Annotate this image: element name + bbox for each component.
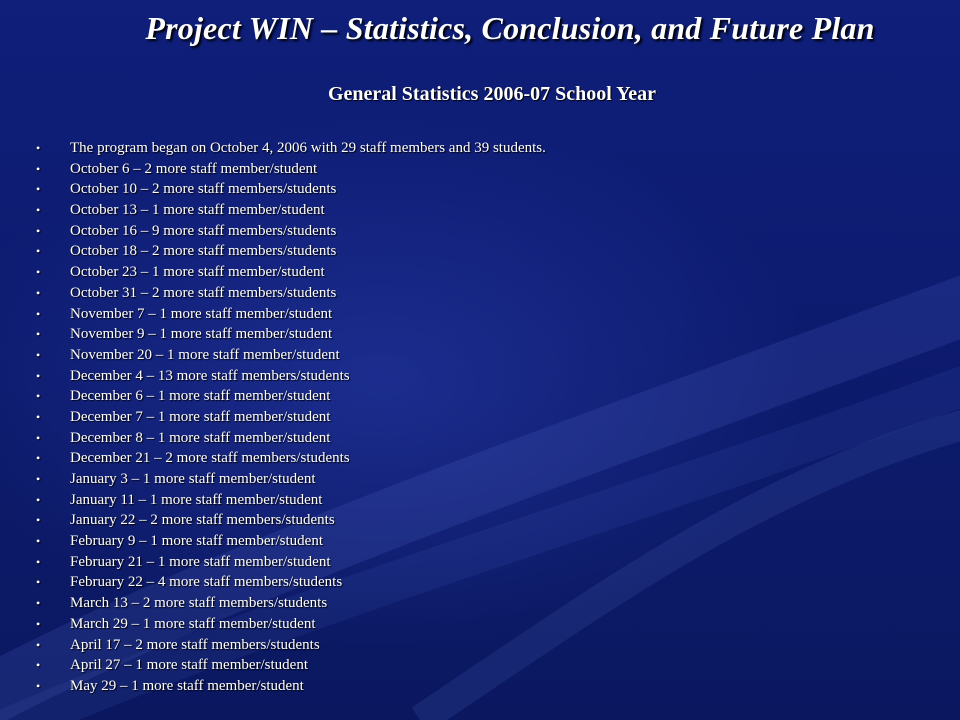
list-item-text: February 21 – 1 more staff member/student [70,553,331,570]
bullet-icon: • [36,223,41,238]
list-item [36,262,546,283]
bullet-icon: • [36,389,41,404]
bullet-icon: • [36,658,41,673]
list-item-text: December 6 – 1 more staff member/student [70,388,331,405]
list-item [36,304,546,325]
bullet-icon: • [36,492,41,507]
bullet-icon: • [36,534,41,549]
bullet-icon: • [36,409,41,424]
list-item [36,572,546,593]
list-item [36,138,546,159]
list-item [36,635,546,656]
list-item-text: December 8 – 1 more staff member/student [70,429,331,446]
list-item-text: The program began on October 4, 2006 with 29 staff members and 39 students. [70,140,546,156]
list-item [36,221,546,242]
list-item-text: October 18 – 2 more staff members/students [70,243,337,260]
list-item [36,510,546,531]
list-item-text: February 22 – 4 more staff members/students [70,574,343,591]
list-item [36,407,546,428]
list-item [36,676,546,697]
list-item [36,283,546,304]
list-item-text: November 7 – 1 more staff member/student [70,305,333,322]
list-item-text: October 10 – 2 more staff members/students [70,181,337,198]
bullet-icon: • [36,327,41,342]
list-item-text: December 7 – 1 more staff member/student [70,408,331,425]
list-item-text: December 21 – 2 more staff members/students [70,450,350,467]
bullet-icon: • [36,513,41,528]
list-item [36,324,546,345]
bullet-icon: • [36,430,41,445]
bullet-icon: • [36,472,41,486]
list-item [36,386,546,407]
slide-subtitle: General Statistics 2006-07 School Year [327,83,657,105]
list-item [36,469,546,490]
bullet-icon: • [36,575,41,590]
slide-title: Project WIN – Statistics, Conclusion, and Future Plan [145,10,875,46]
list-item [36,490,546,511]
list-item-text: December 4 – 13 more staff members/students [70,367,350,384]
bullet-icon: • [36,141,41,155]
bullet-icon: • [36,596,41,611]
bullet-icon: • [36,637,41,652]
bullet-icon: • [36,244,41,259]
list-item [36,366,546,387]
list-item [36,552,546,573]
list-item [36,345,546,366]
list-item [36,179,546,200]
list-item [36,593,546,614]
bullet-icon: • [36,285,41,300]
list-item [36,614,546,635]
bullet-icon: • [36,616,41,631]
bullet-icon: • [36,368,41,383]
list-item-text: November 9 – 1 more staff member/student [70,326,333,343]
bullet-icon: • [36,265,41,280]
list-item [36,159,546,180]
list-item-text: April 27 – 1 more staff member/student [70,657,309,674]
list-item-text: March 13 – 2 more staff members/students [70,595,328,612]
list-item-text: October 6 – 2 more staff member/student [70,160,318,177]
list-item [36,655,546,676]
list-item-text: March 29 – 1 more staff member/student [70,615,316,632]
bullet-icon: • [36,203,41,218]
bullet-icon: • [36,182,41,197]
bullet-icon: • [36,678,41,693]
list-item-text: October 16 – 9 more staff members/students [70,222,337,239]
list-item [36,241,546,262]
list-item-text: May 29 – 1 more staff member/student [70,677,304,694]
bullet-icon: • [36,554,41,569]
bullet-icon: • [36,306,41,321]
list-item [36,448,546,469]
list-item-text: January 22 – 2 more staff members/students [70,512,335,529]
list-item [36,531,546,552]
list-item-text: January 3 – 1 more staff member/student [70,471,316,487]
list-item-text: January 11 – 1 more staff member/student [70,491,323,508]
bullet-icon: • [36,347,41,362]
list-item-text: October 13 – 1 more staff member/student [70,202,325,219]
list-item-text: October 31 – 2 more staff members/students [70,284,337,301]
bullet-icon: • [36,451,41,466]
list-item-text: October 23 – 1 more staff member/student [70,264,325,281]
bullet-icon: • [36,161,41,176]
list-item-text: April 17 – 2 more staff members/students [70,636,320,653]
list-item [36,200,546,221]
list-item [36,428,546,449]
bullet-list [36,138,546,697]
list-item-text: February 9 – 1 more staff member/student [70,533,323,550]
list-item-text: November 20 – 1 more staff member/student [70,346,340,363]
